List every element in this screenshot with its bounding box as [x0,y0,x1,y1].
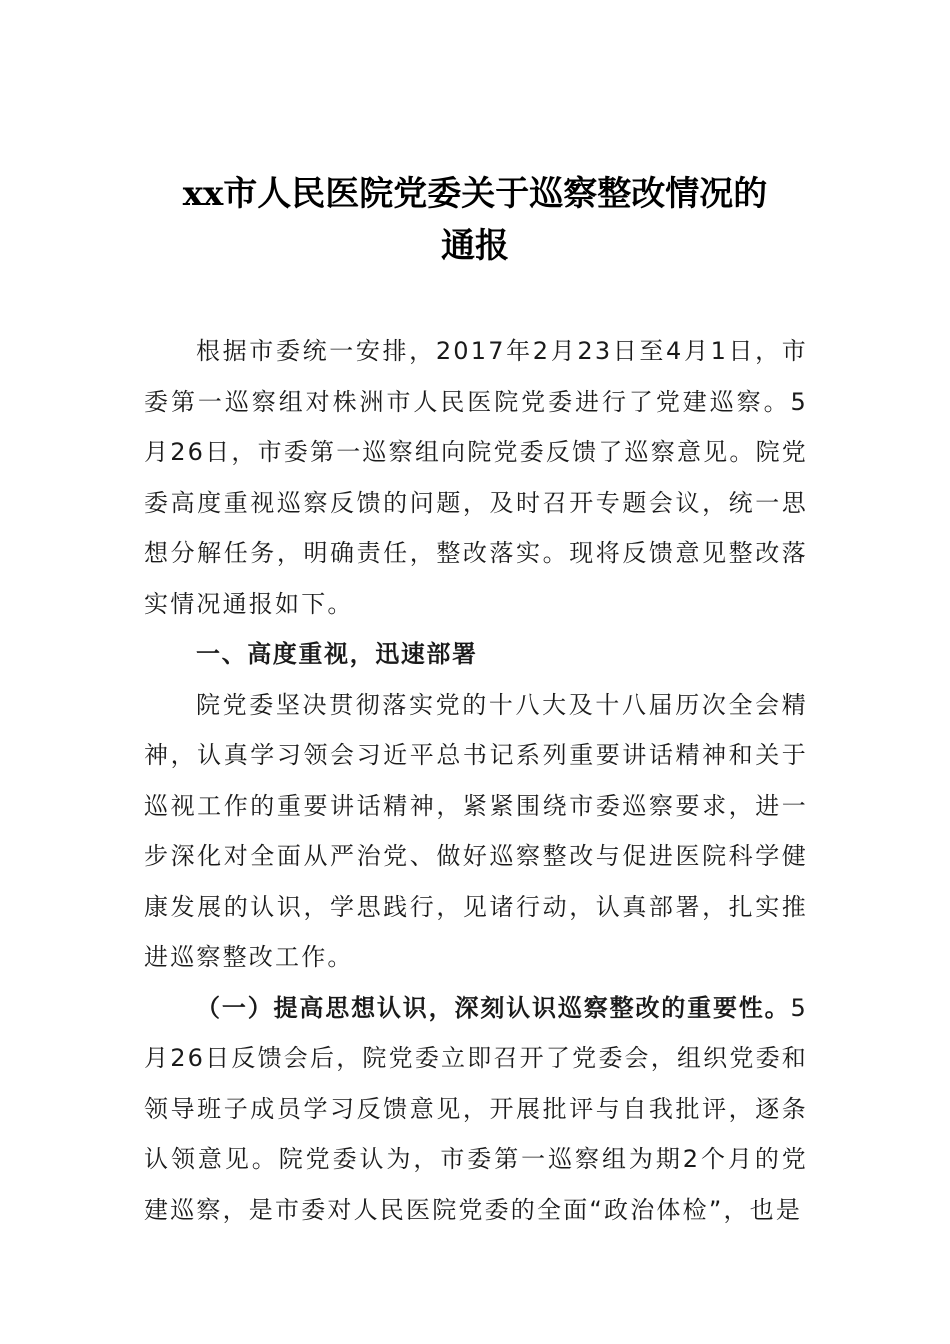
paragraph-section-1: 院党委坚决贯彻落实党的十八大及十八届历次全会精神，认真学习领会习近平总书记系列重要讲话精神和关于巡视工作的重要讲话精神，紧紧围绕市委巡察要求，进一步深化对全面从严治党、做好巡察整改与促进医院科学健康发展的认识，学思践行，见诸行动，认真部署，扎实推进巡察整改工作。 [144,690,808,971]
subsection-heading-1: （一）提高思想认识，深刻认识巡察整改的重要性。 [196,993,791,1022]
document-title [140,168,810,272]
paragraph-subsection-1 [144,983,808,1236]
document-body [144,326,808,1235]
paragraph-intro: 根据市委统一安排，2017年2月23日至4月1日，市委第一巡察组对株洲市人民医院党委进行了党建巡察。5月26日，市委第一巡察组向院党委反馈了巡察意见。院党委高度重视巡察反馈的问题，及时召开专题会议，统一思想分解任务，明确责任，整改落实。现将反馈意见整改落实情况通报如下。 [144,337,808,618]
title-line-2: 通报 [441,226,509,266]
section-heading-1: 一、高度重视，迅速部署 [196,640,478,668]
subsection-text-1: 5月26日反馈会后，院党委立即召开了党委会，组织党委和领导班子成员学习反馈意见，开展批评与自我批评，逐条认领意见。院党委认为，市委第一巡察组为期2个月的党建巡察，是市委对人民医院党委的全面“政治体检”，也是 [144,993,808,1224]
title-line-1: xx市人民医院党委关于巡察整改情况的 [182,174,768,214]
